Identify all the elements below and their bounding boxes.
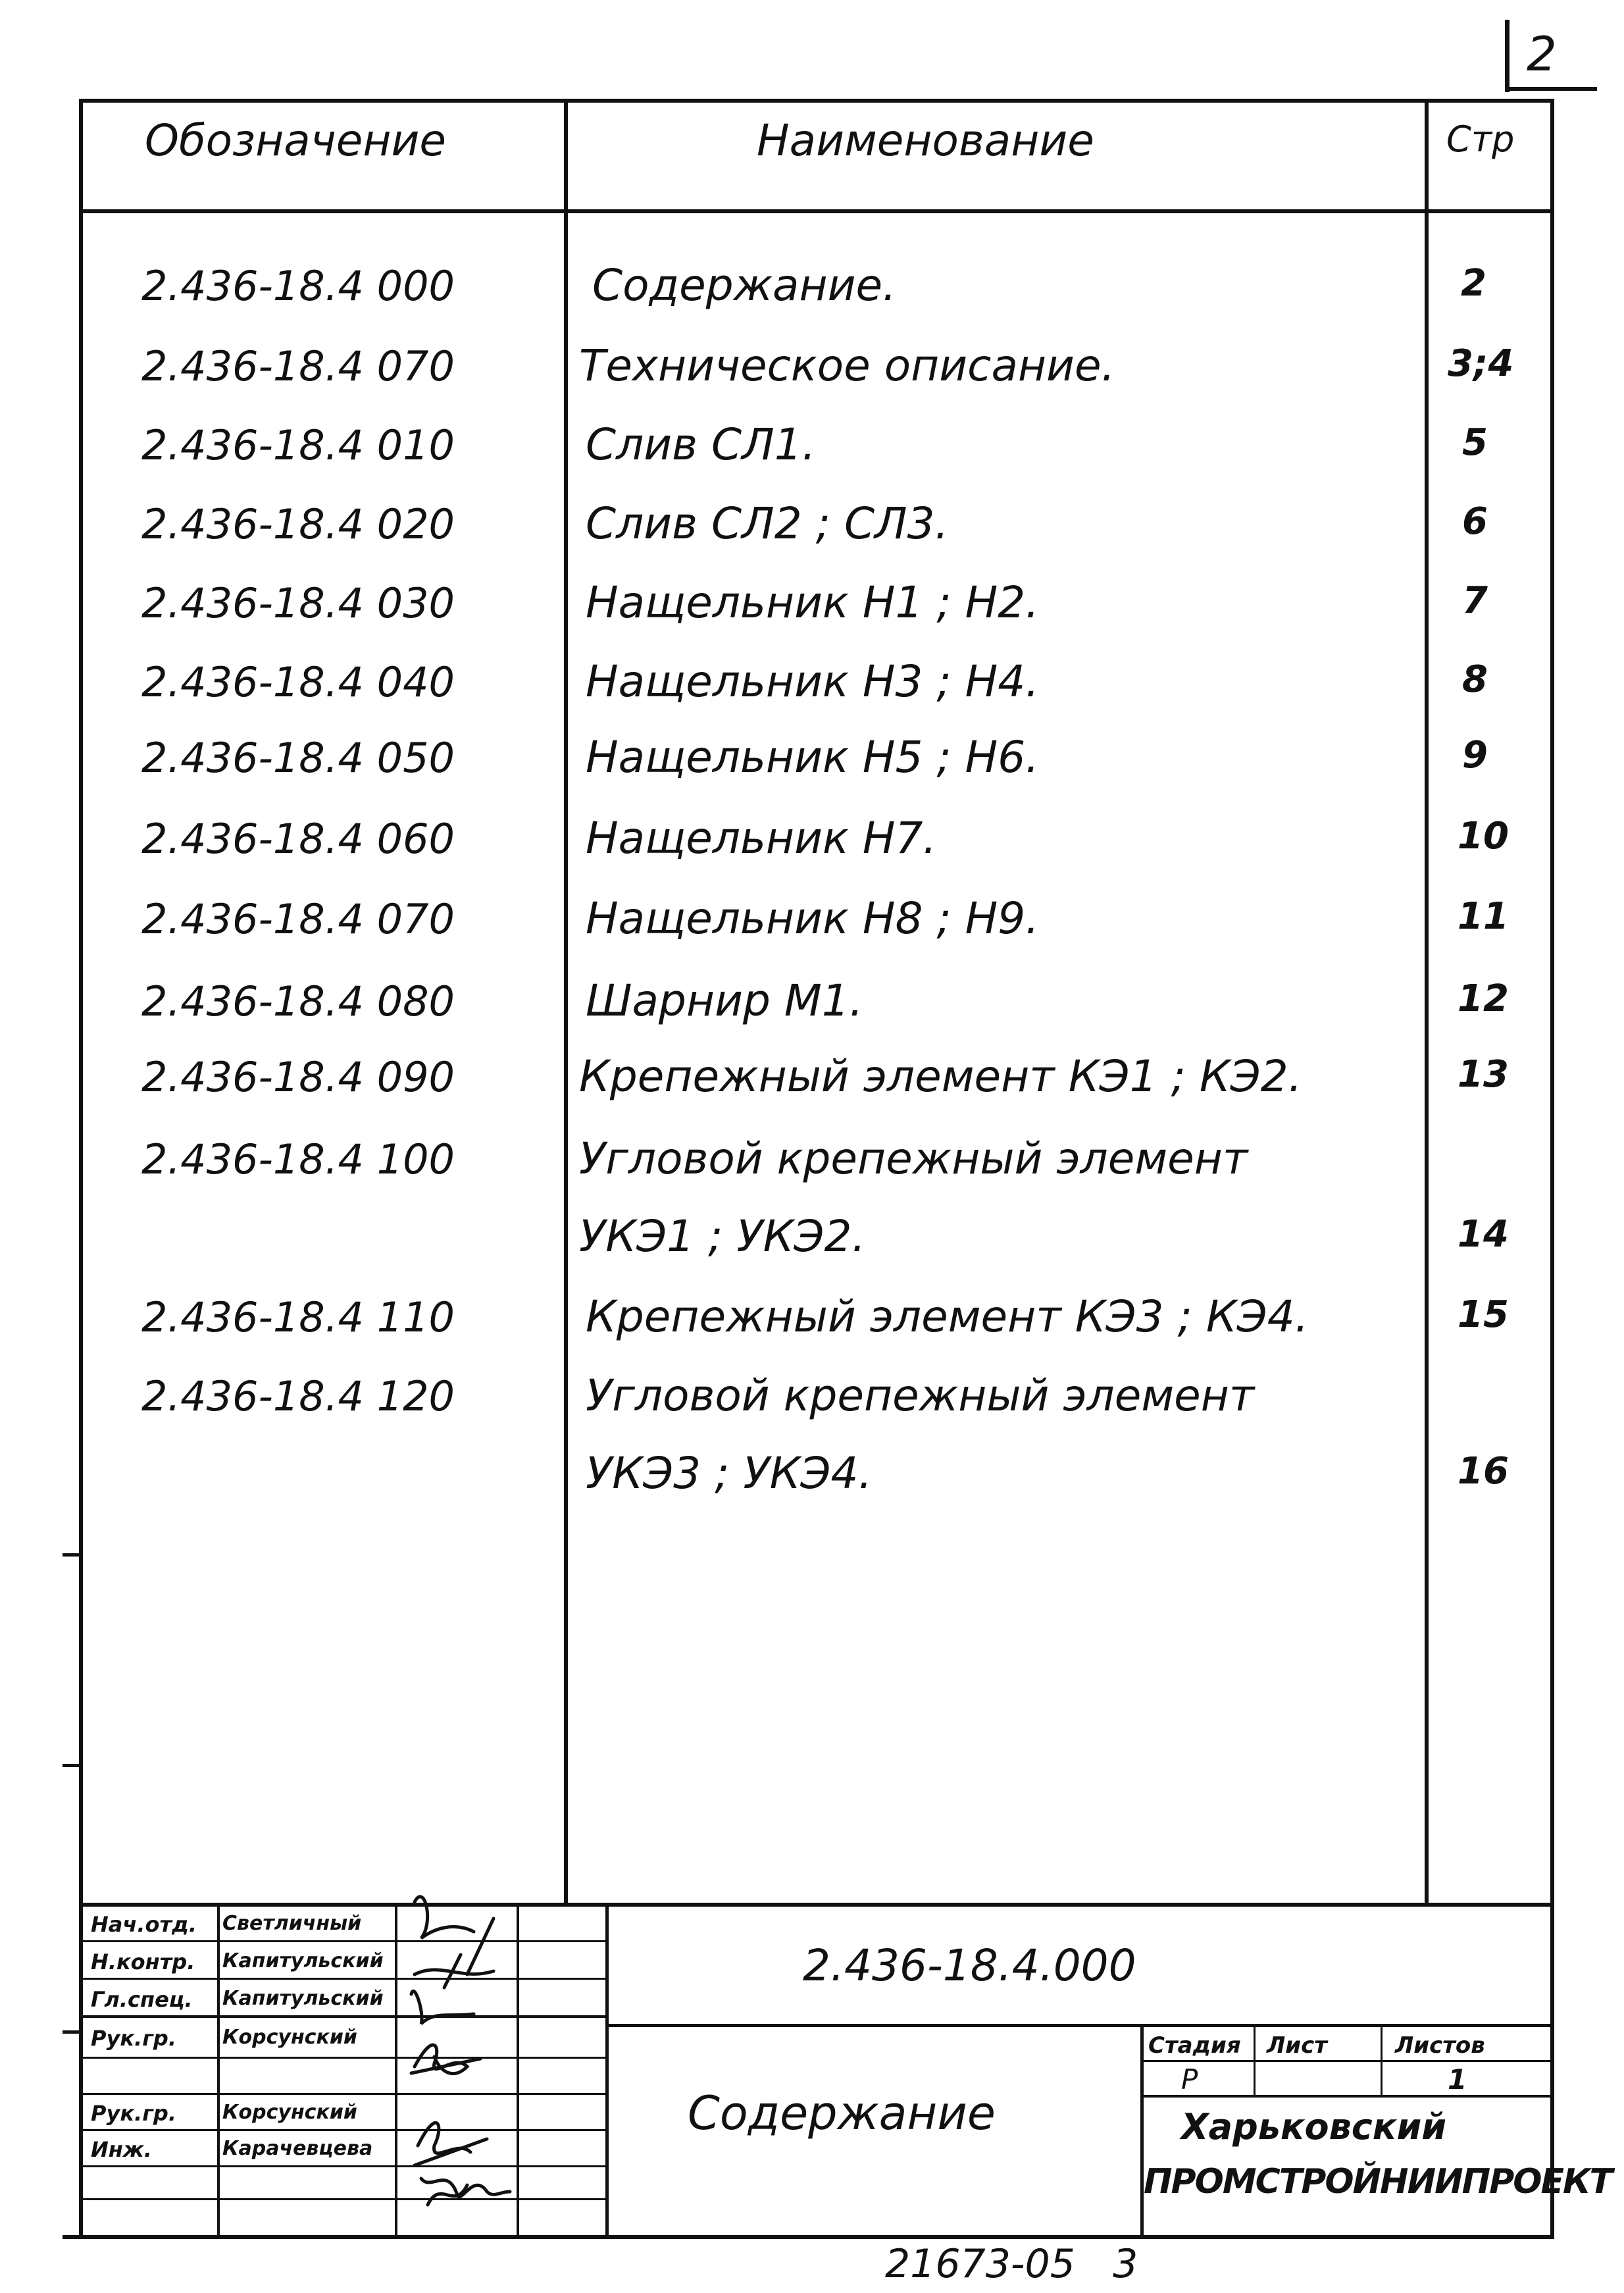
header-page: Стр: [1446, 118, 1515, 160]
page-number-underline: [1505, 87, 1597, 91]
row-page: 9: [1462, 734, 1488, 777]
row-code: 2.436-18.4 060: [141, 815, 455, 863]
sig-col-divider: [605, 1903, 609, 2238]
sig-role: Инж.: [91, 2137, 152, 2162]
column-divider-1: [564, 99, 568, 1905]
row-name: Шарнир М1.: [586, 975, 863, 1026]
handwritten-signatures: [395, 1882, 520, 2238]
frame-bottom: [63, 2235, 1554, 2239]
row-page: 6: [1462, 500, 1488, 543]
sig-name: Корсунский: [222, 2101, 357, 2124]
row-name: УКЭ3 ; УКЭ4.: [586, 1448, 873, 1499]
row-code: 2.436-18.4 110: [141, 1293, 455, 1341]
page-number: 2: [1527, 26, 1557, 82]
sig-row-line: [79, 2015, 605, 2018]
frame-top: [79, 99, 1553, 103]
stage-label: Стадия: [1148, 2032, 1241, 2059]
row-code: 2.436-18.4 040: [141, 658, 455, 706]
row-name: Нащельник Н8 ; Н9.: [586, 893, 1040, 944]
sig-name: Светличный: [222, 1912, 362, 1935]
row-page: 12: [1458, 977, 1509, 1020]
sig-role: Н.контр.: [91, 1949, 195, 1974]
row-name: Нащельник Н3 ; Н4.: [586, 656, 1040, 707]
row-page: 5: [1462, 421, 1488, 464]
row-code: 2.436-18.4 000: [141, 262, 455, 310]
sig-row-line: [79, 2093, 605, 2095]
header-designation: Обозначение: [145, 115, 446, 166]
page-number-divider: [1505, 20, 1510, 92]
row-name: Содержание.: [592, 260, 897, 311]
sig-name: Капитульский: [222, 1987, 384, 2010]
row-page: 2: [1461, 262, 1486, 305]
sig-col-divider: [217, 1903, 220, 2238]
sig-row-line: [79, 1940, 605, 1942]
row-page: 11: [1458, 895, 1509, 938]
frame-right: [1550, 99, 1554, 2238]
row-page: 3;4: [1448, 342, 1514, 385]
row-page: 14: [1458, 1213, 1509, 1256]
row-name: Крепежный элемент КЭ1 ; КЭ2.: [579, 1051, 1302, 1102]
row-name: Нащельник Н1 ; Н2.: [586, 577, 1040, 628]
doc-code: 2.436-18.4.000: [803, 1940, 1136, 1991]
row-name: Крепежный элемент КЭ3 ; КЭ4.: [586, 1291, 1309, 1342]
column-divider-2: [1425, 99, 1429, 1905]
sheet-label: Лист: [1267, 2032, 1327, 2059]
title-block-top: [79, 1903, 1553, 1907]
frame-left: [79, 99, 83, 2238]
row-page: 10: [1458, 815, 1509, 858]
margin-tick: [63, 2030, 82, 2034]
row-code: 2.436-18.4 120: [141, 1372, 455, 1420]
row-code: 2.436-18.4 020: [141, 500, 455, 548]
row-code: 2.436-18.4 080: [141, 977, 455, 1025]
row-name: Техническое описание.: [579, 340, 1115, 391]
stage-grid-v2: [1381, 2024, 1383, 2096]
header-bottom-line: [79, 209, 1553, 213]
sig-role: Рук.гр.: [91, 2101, 176, 2126]
sheets-value: 1: [1448, 2063, 1467, 2096]
row-page: 15: [1458, 1293, 1509, 1336]
doc-title: Содержание: [688, 2086, 996, 2140]
stage-value: Р: [1181, 2063, 1198, 2096]
row-name: Угловой крепежный элемент: [586, 1370, 1255, 1421]
sig-role: Рук.гр.: [91, 2026, 176, 2051]
row-name: Угловой крепежный элемент: [579, 1133, 1248, 1184]
stage-grid-h1: [1140, 2060, 1553, 2062]
row-name: Слив СЛ2 ; СЛ3.: [586, 498, 949, 549]
sig-name: Корсунский: [222, 2026, 357, 2049]
row-name: Нащельник Н7.: [586, 813, 937, 863]
margin-tick: [63, 1553, 82, 1557]
sig-name: Карачевцева: [222, 2137, 373, 2160]
sig-row-line: [79, 2165, 605, 2167]
row-page: 13: [1458, 1053, 1509, 1096]
org-name-line1: Харьковский: [1181, 2106, 1447, 2148]
row-code: 2.436-18.4 090: [141, 1053, 455, 1101]
title-block-mid: [605, 2024, 1553, 2027]
sig-role: Нач.отд.: [91, 1912, 197, 1937]
sig-row-line: [79, 1978, 605, 1980]
stage-grid-h2: [1140, 2095, 1553, 2098]
sig-row-line: [79, 2129, 605, 2131]
sig-row-line: [79, 2198, 605, 2200]
sig-name: Капитульский: [222, 1949, 384, 1972]
header-name: Наименование: [757, 115, 1094, 166]
row-page: 8: [1462, 658, 1488, 701]
footer-stamp: 21673-05 3: [885, 2241, 1138, 2287]
org-name-line2: ПРОМСТРОЙНИИПРОЕКТ: [1144, 2162, 1611, 2202]
row-code: 2.436-18.4 100: [141, 1135, 455, 1183]
row-code: 2.436-18.4 010: [141, 421, 455, 469]
row-page: 7: [1462, 579, 1488, 622]
row-code: 2.436-18.4 070: [141, 895, 455, 943]
row-page: 16: [1458, 1450, 1509, 1493]
row-code: 2.436-18.4 070: [141, 342, 455, 390]
margin-tick: [63, 1764, 82, 1767]
row-name: Нащельник Н5 ; Н6.: [586, 732, 1040, 783]
sheets-label: Листов: [1395, 2032, 1485, 2059]
sig-row-line: [79, 2057, 605, 2059]
stage-grid-v1: [1254, 2024, 1256, 2096]
row-name: Слив СЛ1.: [586, 419, 816, 470]
row-name: УКЭ1 ; УКЭ2.: [579, 1211, 866, 1262]
sig-role: Гл.спец.: [91, 1987, 193, 2012]
stage-grid-left: [1140, 2024, 1144, 2238]
row-code: 2.436-18.4 030: [141, 579, 455, 627]
row-code: 2.436-18.4 050: [141, 734, 455, 782]
